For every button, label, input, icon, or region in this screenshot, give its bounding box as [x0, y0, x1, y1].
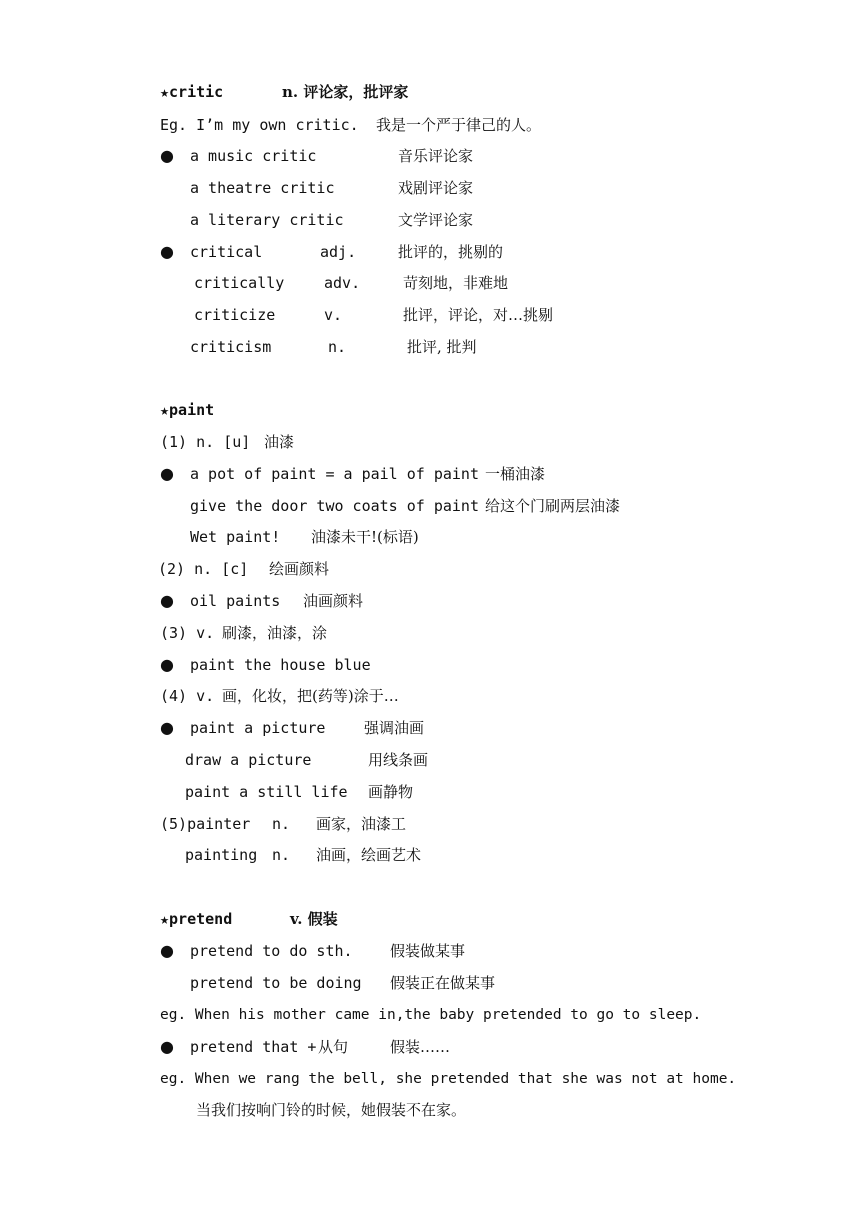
sense-pos: n.	[272, 815, 291, 833]
example-en: eg. When we rang the bell, she pretended that she was not at home.	[160, 1071, 737, 1087]
derivative-cn: 批评，评论，对…挑剔	[403, 306, 554, 324]
bullet-icon: ●	[160, 242, 174, 261]
derivative-pos: adj.	[320, 243, 357, 261]
derivative-pos: n.	[272, 846, 291, 864]
bullet-icon: ●	[160, 464, 174, 483]
phrase-cn: 用线条画	[368, 751, 429, 769]
sense-cn: 画，化妆，把(药等)涂于…	[222, 687, 399, 705]
phrase-en: a theatre critic	[190, 179, 335, 197]
phrase-en: paint a picture	[190, 719, 326, 737]
phrase-en: pretend to do sth.	[190, 942, 353, 960]
derivative-cn: 批评, 批判	[407, 338, 477, 356]
derivative-pos: adv.	[324, 274, 361, 292]
phrase-cn: 油漆未干!(标语)	[311, 528, 419, 546]
derivative-word: painting	[185, 846, 258, 864]
derivative-word: critical	[190, 243, 263, 261]
bullet-icon: ●	[160, 655, 174, 674]
phrase-cn-clause: 从句	[318, 1038, 349, 1056]
sense-cn: 刷漆，油漆，涂	[222, 624, 328, 642]
headword-pretend-pos: v. 假装	[290, 910, 338, 928]
phrase-cn: 给这个门刷两层油漆	[485, 497, 621, 515]
headword-critic-pos: n. 评论家，批评家	[282, 83, 409, 101]
derivative-cn: 油画，绘画艺术	[316, 846, 422, 864]
phrase-cn: 强调油画	[364, 719, 425, 737]
bullet-icon: ●	[160, 941, 174, 960]
example-cn: 当我们按响门铃的时候，她假装不在家。	[196, 1101, 467, 1119]
phrase-en: paint the house blue	[190, 656, 371, 674]
example-en: Eg. I’m my own critic.	[160, 116, 359, 134]
headword-critic: ★critic	[160, 83, 224, 101]
phrase-en: pretend to be doing	[190, 974, 362, 992]
phrase-cn: 戏剧评论家	[398, 179, 474, 197]
headword-pretend: ★pretend	[160, 910, 233, 928]
sense-number: (5)painter	[160, 815, 251, 833]
phrase-en: a music critic	[190, 147, 317, 165]
derivative-word: criticism	[190, 338, 272, 356]
sense-number: (3) v.	[160, 624, 215, 642]
phrase-cn: 油画颜料	[303, 592, 364, 610]
phrase-en: a pot of paint = a pail of paint	[190, 465, 479, 483]
bullet-icon: ●	[160, 718, 174, 737]
bullet-icon: ●	[160, 591, 174, 610]
derivative-word: criticize	[194, 306, 276, 324]
phrase-cn: 假装……	[390, 1038, 451, 1056]
phrase-en: oil paints	[190, 592, 281, 610]
derivative-pos: v.	[324, 306, 343, 324]
phrase-en: draw a picture	[185, 751, 312, 769]
sense-cn: 油漆	[264, 433, 295, 451]
phrase-en: a literary critic	[190, 211, 344, 229]
phrase-cn: 一桶油漆	[485, 465, 546, 483]
phrase-cn: 假装正在做某事	[390, 974, 496, 992]
bullet-icon: ●	[160, 1037, 174, 1056]
derivative-pos: n.	[328, 338, 347, 356]
sense-number: (2) n. [c]	[158, 560, 249, 578]
derivative-cn: 批评的，挑剔的	[398, 243, 504, 261]
example-en: eg. When his mother came in,the baby pretended to go to sleep.	[160, 1007, 702, 1023]
phrase-cn: 假装做某事	[390, 942, 466, 960]
phrase-cn: 文学评论家	[398, 211, 474, 229]
derivative-word: critically	[194, 274, 285, 292]
phrase-en: paint a still life	[185, 783, 348, 801]
phrase-cn: 音乐评论家	[398, 147, 474, 165]
example-cn: 我是一个严于律己的人。	[376, 116, 542, 134]
sense-number: (4) v.	[160, 687, 215, 705]
derivative-cn: 苛刻地，非难地	[403, 274, 509, 292]
bullet-icon: ●	[160, 146, 174, 165]
phrase-en: give the door two coats of paint	[190, 497, 479, 515]
phrase-en: pretend that +	[190, 1038, 317, 1056]
phrase-cn: 画静物	[368, 783, 414, 801]
phrase-en: Wet paint!	[190, 528, 281, 546]
sense-number: (1) n. [u]	[160, 433, 251, 451]
headword-paint: ★paint	[160, 401, 215, 419]
sense-cn: 画家，油漆工	[316, 815, 407, 833]
sense-cn: 绘画颜料	[269, 560, 330, 578]
